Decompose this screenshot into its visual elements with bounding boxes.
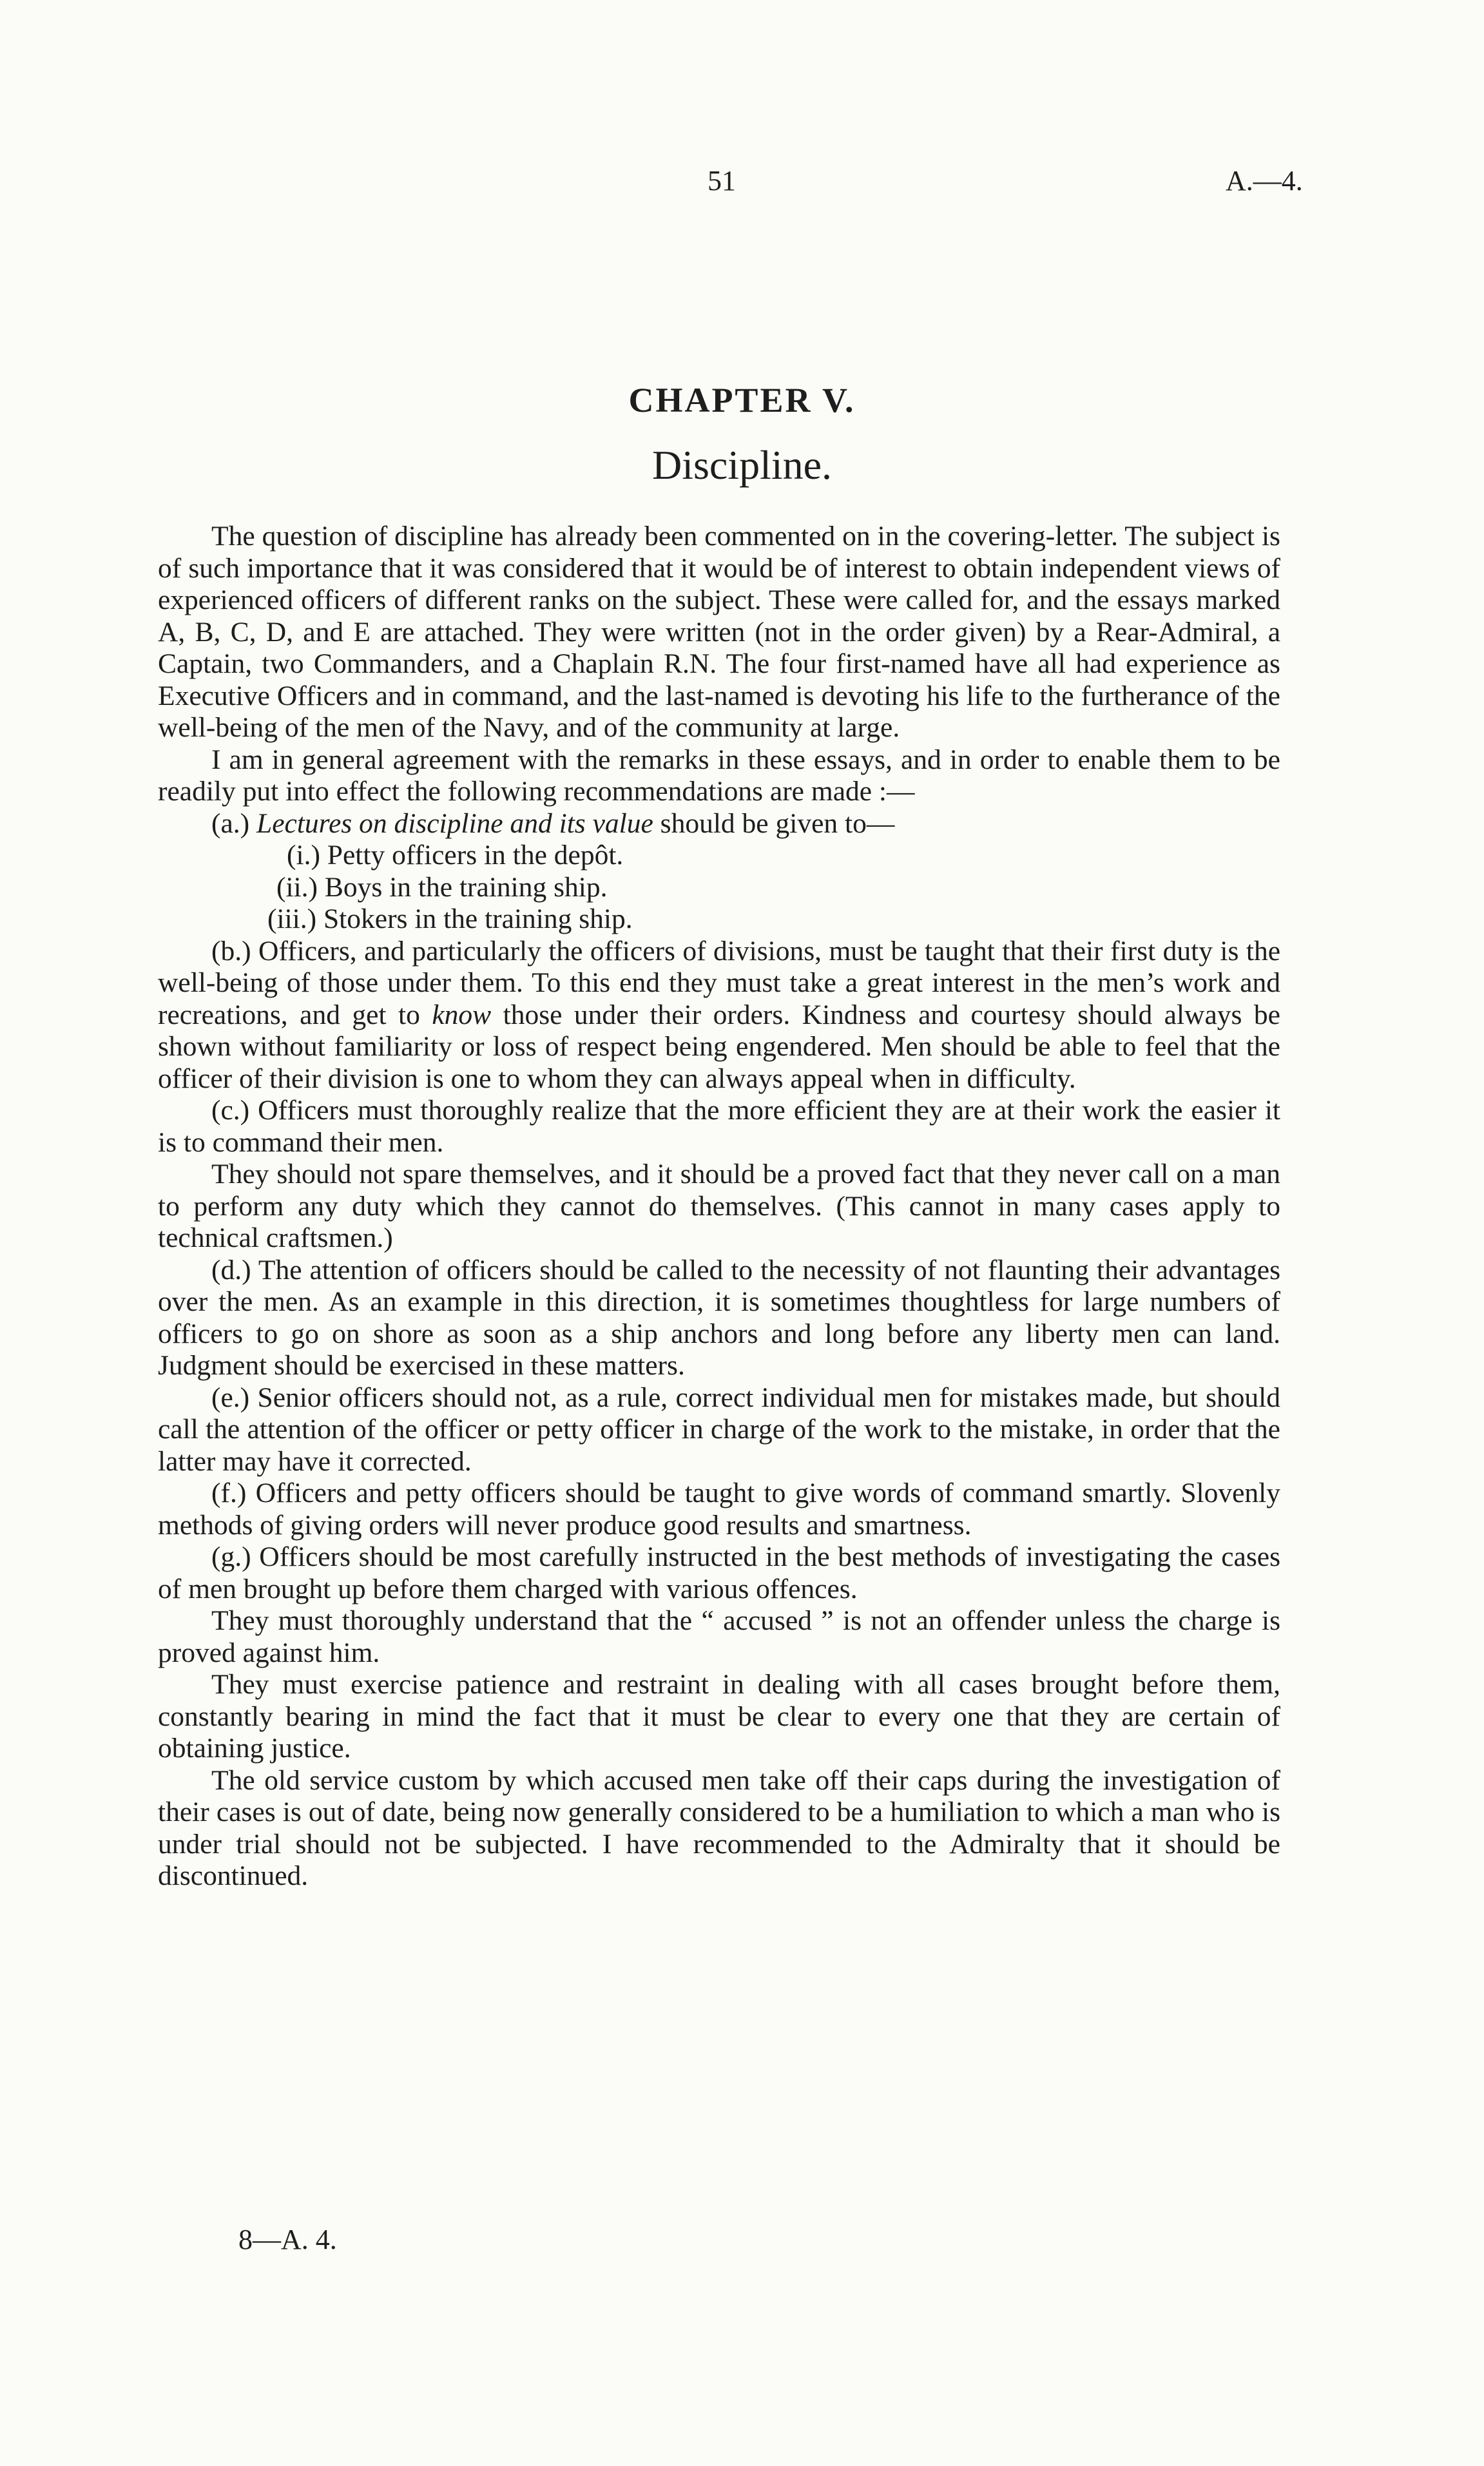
recommendation-g-continued: They must thoroughly understand that the “ accused ” is not an offender unless the charge is proved against him. [158, 1605, 1280, 1668]
recommendation-a [158, 808, 1280, 840]
recommendation-a-item: (ii.) Boys in the training ship. [276, 871, 608, 903]
recommendation-e: (e.) Senior officers should not, as a rule, correct individual men for mistakes made, but should call the attention of the officer or petty officer in charge of the work to the mistake, in order that the latter may have it corrected. [158, 1382, 1280, 1477]
recommendation-a-rest: should be given to— [653, 807, 895, 839]
section-title: Discipline. [651, 442, 833, 488]
print-signature: 8—A. 4. [238, 2224, 337, 2255]
recommendation-a-emphasis: Lectures on discipline and its value [256, 807, 653, 839]
body-text [158, 521, 1280, 1893]
recommendation-b-emphasis: know [432, 999, 492, 1030]
recommendation-a-item: (iii.) Stokers in the training ship. [267, 903, 633, 934]
recommendation-b-text-cont: those under their orders. Kindness and courtesy should always be shown without familiarity or loss of respect being engendered. Men should be able to feel that the officer of their division is one to whom they can always appeal when in difficulty. [158, 999, 1280, 1094]
recommendation-b [158, 936, 1280, 1095]
page-number: 51 [708, 165, 736, 197]
recommendation-d: (d.) The attention of officers should be called to the necessity of not flaunting their advantages over the men. As an example in this direction, it is sometimes thoughtless for large numbers of officers to go on shore as soon as a ship anchors and long before any liberty men can land. Judgment should be exercised in these matters. [158, 1254, 1280, 1381]
recommendation-g-continued: They must exercise patience and restraint in dealing with all cases brought before them, constantly bearing in mind the fact that it must be clear to every one that they are certain of obtaining justice. [158, 1669, 1280, 1764]
paragraph-intro: The question of discipline has already been commented on in the covering-letter. The subject is of such importance that it was considered that it would be of interest to obtain independent views of experienced officers of different ranks on the subject. These were called for, and the essays marked A, B, C, D, and E are attached. They were written (not in the order given) by a Rear-Admiral, a Captain, two Commanders, and a Chaplain R.N. The four first-named have all had experience as Executive Officers and in command, and the last-named is devoting his life to the furtherance of the well-being of the men of the Navy, and of the community at large. [158, 521, 1280, 743]
chapter-title: CHAPTER V. [628, 381, 856, 419]
page-reference: A.—4. [1226, 165, 1303, 197]
recommendation-a-item: (i.) Petty officers in the depôt. [287, 840, 624, 871]
recommendation-f: (f.) Officers and petty officers should be taught to give words of command smartly. Slovenly methods of giving orders will never produce good results and smartness. [158, 1478, 1280, 1541]
recommendation-c-continued: They should not spare themselves, and it should be a proved fact that they never call on a man to perform any duty which they cannot do themselves. (This cannot in many cases apply to technical craftsmen.) [158, 1159, 1280, 1253]
recommendation-b-text: (b.) Officers, and particularly the officers of divisions, must be taught that their first duty is the well-being of those under them. To this end they must take a great interest in the men’s work and recreations, and get to [158, 935, 1280, 1030]
recommendation-a-label: (a.) [211, 807, 250, 839]
recommendation-g-continued: The old service custom by which accused men take off their caps during the investigation of their cases is out of date, being now generally considered to be a humiliation to which a man who is under trial should not be subjected. I have recommended to the Admiralty that it should be discontinued. [158, 1764, 1280, 1891]
recommendation-g: (g.) Officers should be most carefully instructed in the best methods of investigating the cases of men brought up before them charged with various offences. [158, 1541, 1280, 1604]
recommendation-c: (c.) Officers must thoroughly realize that the more efficient they are at their work the easier it is to command their men. [158, 1095, 1280, 1158]
paragraph-agreement: I am in general agreement with the remarks in these essays, and in order to enable them to be readily put into effect the following recommendations are made :— [158, 744, 1280, 807]
